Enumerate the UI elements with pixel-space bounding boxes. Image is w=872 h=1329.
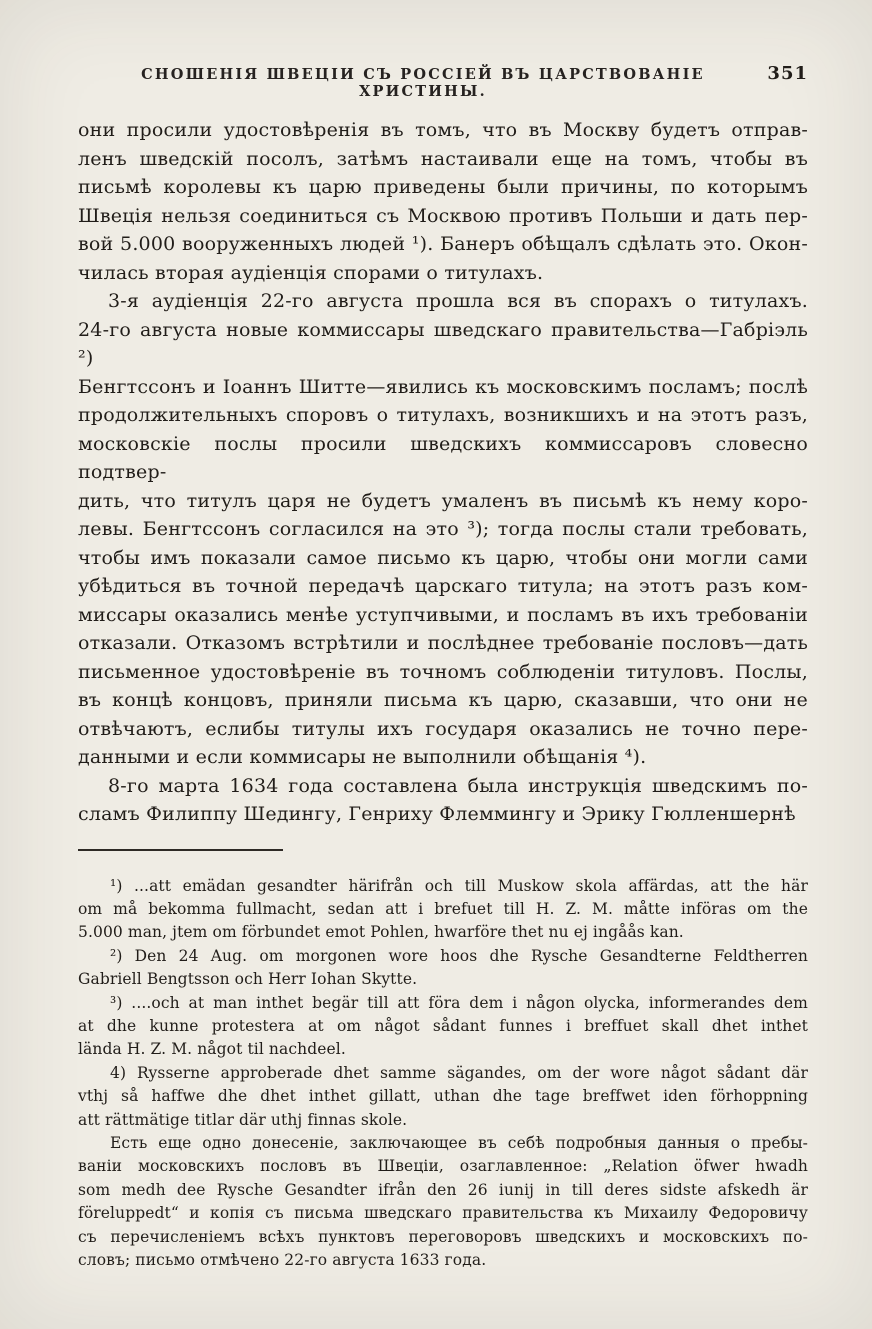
text-line: att rättmätige titlar där uthj finnas skole. (78, 1110, 408, 1129)
text-line: московскіе послы просили шведскихъ коммиссаровъ словесно подтвер- (78, 432, 808, 483)
text-line: vthj så haffwe dhe dhet inthet gillatt, uthan dhe tage breffwet iden förhoppning (78, 1087, 808, 1106)
text-line: убѣдиться въ точной передачѣ царскаго титула; на этотъ разъ ком- (78, 575, 808, 597)
footnote-separator (78, 849, 283, 851)
text-line: письмѣ королевы къ царю приведены были причины, по которымъ (78, 176, 808, 198)
header-title: СНОШЕНІЯ ШВЕЦІИ СЪ РОССІЕЙ ВЪ ЦАРСТВОВАНІЕ ХРИСТИНЫ. (141, 66, 705, 100)
text-line: ваніи московскихъ пословъ въ Швеціи, озаглавленное: „Relation öfwer hwadh (78, 1157, 808, 1176)
text-line: at dhe kunne protestera at om något sådant funnes i breffuet skall dhet inthet (78, 1016, 808, 1035)
text-line: Есть еще одно донесеніе, заключающее въ себѣ подробныя данныя о пребы- (110, 1133, 808, 1152)
text-line: съ перечисленіемъ всѣхъ пунктовъ переговоровъ шведскихъ и московскихъ по- (78, 1227, 808, 1246)
text-line: som medh dee Rysche Gesandter ifrån den 26 iunij in till deres sidste afskedh är (78, 1180, 808, 1199)
text-line: чтобы имъ показали самое письмо къ царю, чтобы они могли сами (78, 546, 808, 569)
text-line: сламъ Филиппу Шедингу, Генриху Флеммингу и Эрику Гюлленшернѣ (78, 803, 796, 825)
text-line: föreluppedt“ и копія съ письма шведскаго правительства къ Михаилу Федоровичу (78, 1204, 808, 1223)
body-paragraph (78, 287, 808, 772)
footnote-paragraph (78, 992, 808, 1062)
text-line: ¹) ...att emädan gesandter härifrån och till Muskow skola affärdas, att the här (110, 876, 808, 895)
text-line: ленъ шведскій посолъ, затѣмъ настаивали еще на томъ, чтобы въ (78, 147, 808, 170)
text-line: 8-го марта 1634 года составлена была инструкція шведскимъ по- (108, 774, 808, 797)
text-line: вой 5.000 вооруженныхъ людей ¹). Банеръ обѣщалъ сдѣлать это. Окон- (78, 233, 808, 255)
text-line: чилась вторая аудіенція спорами о титулахъ. (78, 261, 544, 284)
text-line: миссары оказались менѣе уступчивыми, и посламъ въ ихъ требованіи (78, 603, 808, 626)
footnote-paragraph (78, 1132, 808, 1272)
footnotes-block (78, 875, 808, 1273)
body-paragraph (78, 116, 808, 287)
text-line: отказали. Отказомъ встрѣтили и послѣднее требованіе пословъ—дать (78, 632, 808, 654)
text-line: продолжительныхъ споровъ о титулахъ, возникшихъ и на этотъ разъ, (78, 404, 808, 426)
text-line: словъ; письмо отмѣчено 22-го августа 1633 года. (78, 1251, 487, 1269)
page-header (78, 63, 808, 100)
text-line: Швеція нельзя соединиться съ Москвою противъ Польши и дать пер- (78, 204, 808, 227)
text-line: 24-го августа новые коммиссары шведскаго правительства—Габріэль ²) (78, 318, 808, 369)
text-line: ²) Den 24 Aug. om morgonen wore hoos dhe Rysche Gesandterne Feldtherren (110, 946, 808, 965)
page-number: 351 (767, 63, 808, 84)
text-line: 3-я аудіенція 22-го августа прошла вся въ спорахъ о титулахъ. (108, 290, 808, 312)
text-line: Gabriell Bengtsson och Herr Iohan Skytte. (78, 970, 418, 989)
text-line: въ концѣ концовъ, приняли письма къ царю, сказавши, что они не (78, 689, 808, 711)
text-line: письменное удостовѣреніе въ точномъ соблюденіи титуловъ. Послы, (78, 660, 808, 683)
footnote-paragraph (78, 945, 808, 992)
text-line: 5.000 man, jtem om förbundet emot Pohlen, hwarföre thet nu ej ingåås kan. (78, 923, 684, 942)
text-line: om må bekomma fullmacht, sedan att i brefuet till H. Z. M. måtte införas om the (78, 899, 808, 918)
text-line: 4) Rysserne approberade dhet samme sägandes, om der wore något sådant där (110, 1063, 808, 1082)
text-line: отвѣчаютъ, еслибы титулы ихъ государя оказались не точно пере- (78, 717, 808, 740)
footnote-paragraph (78, 875, 808, 945)
body-paragraph (78, 772, 808, 829)
text-line: lända H. Z. M. något til nachdeel. (78, 1040, 346, 1059)
text-line: левы. Бенгтссонъ согласился на это ³); тогда послы стали требовать, (78, 518, 808, 540)
text-line: дить, что титулъ царя не будетъ умаленъ въ письмѣ къ нему коро- (78, 489, 808, 512)
text-line: данными и если коммисары не выполнили обѣщанія ⁴). (78, 746, 647, 768)
main-text (78, 116, 808, 829)
text-line: Бенгтссонъ и Іоаннъ Шитте—явились къ московскимъ посламъ; послѣ (78, 375, 808, 398)
text-line: они просили удостовѣренія въ томъ, что въ Москву будетъ отправ- (78, 119, 808, 141)
footnote-paragraph (78, 1062, 808, 1132)
text-line: ³) ....och at man inthet begär till att föra dem i någon olycka, informerandes dem (110, 993, 808, 1012)
